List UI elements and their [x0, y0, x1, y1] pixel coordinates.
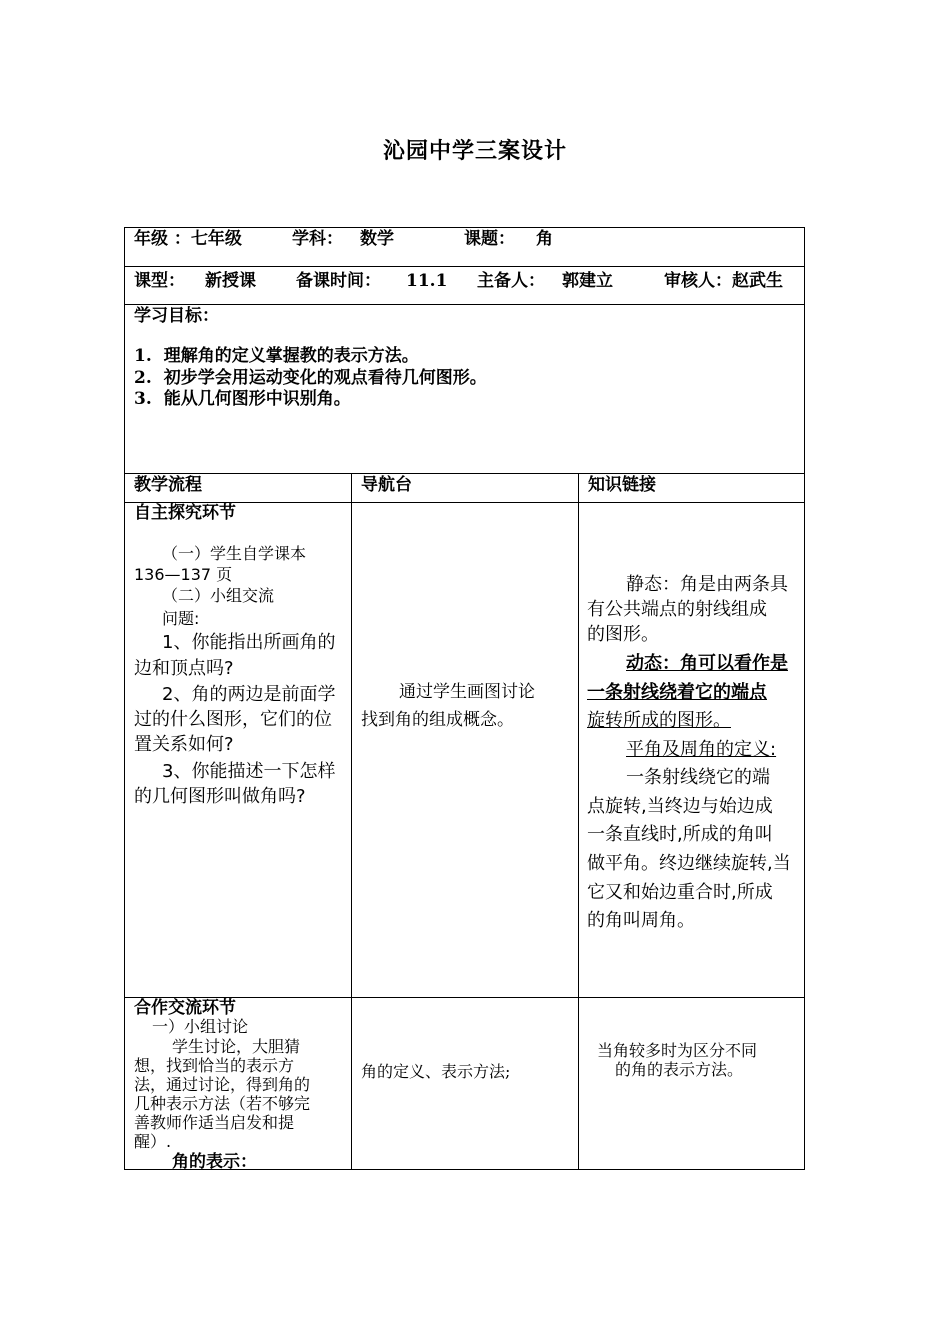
grade-label: 年级 ：七年级: [134, 229, 242, 249]
goal-item: 3. 能从几何图形中识别角。: [134, 389, 351, 409]
section1-self-study: （一）学生自学课本: [162, 544, 307, 563]
column-header-flow: 教学流程: [134, 475, 202, 495]
time-label: 备课时间：: [296, 271, 381, 291]
section1-nav-b: 找到角的组成概念。: [361, 710, 514, 730]
section1-nav-a: 通过学生画图讨论: [399, 682, 535, 702]
knowledge-def-d: 做平角。终边继续旋转,当: [587, 853, 791, 874]
type-value: 新授课: [205, 271, 256, 291]
reviewer-label: 审核人：赵武生: [664, 271, 783, 291]
knowledge-static-c: 的图形。: [587, 624, 659, 645]
topic-value: 角: [536, 229, 553, 249]
knowledge-def-e: 它又和始边重合时,所成: [587, 882, 773, 903]
section1-q2c: 置关系如何?: [134, 734, 234, 755]
goals-label: 学习目标：: [134, 306, 219, 326]
subject-label: 学科：: [292, 229, 343, 249]
section2-line: 几种表示方法（若不够完: [134, 1094, 311, 1113]
section1-q2a: 2、角的两边是前面学: [162, 684, 336, 705]
row-divider-1: [124, 266, 805, 267]
section1-q1b: 边和顶点吗?: [134, 658, 234, 679]
section1-q2b: 过的什么图形，它们的位: [134, 709, 332, 730]
knowledge-def-title: 平角及周角的定义:: [626, 739, 777, 760]
section2-heading: 合作交流环节: [134, 998, 236, 1018]
section2-line: 想，找到恰当的表示方: [134, 1056, 295, 1075]
section1-q3a: 3、你能描述一下怎样: [162, 761, 336, 782]
knowledge-def-f: 的角叫周角。: [587, 910, 695, 931]
section2-knowledge-a: 当角较多时为区分不同: [597, 1041, 758, 1060]
column-header-knowledge: 知识链接: [588, 475, 656, 495]
column-divider-2: [578, 473, 579, 1170]
knowledge-dynamic-a: 动态：角可以看作是: [626, 653, 788, 674]
section2-line: 善教师作适当启发和提: [134, 1113, 295, 1132]
knowledge-def-a: 一条射线绕它的端: [626, 767, 770, 788]
section2-line: 醒）.: [134, 1132, 172, 1151]
page-title: 沁园中学三案设计: [382, 139, 567, 164]
section2-nav: 角的定义、表示方法;: [361, 1062, 511, 1081]
knowledge-static-a: 静态：角是由两条具: [626, 574, 788, 595]
table-border-left: [124, 227, 125, 1170]
topic-label: 课题：: [464, 229, 515, 249]
goal-item: 2. 初步学会用运动变化的观点看待几何图形。: [134, 368, 487, 388]
section1-pages: 136—137 页: [134, 565, 233, 584]
type-label: 课型：: [134, 271, 185, 291]
knowledge-static-b: 有公共端点的射线组成: [587, 599, 767, 620]
section1-q3b: 的几何图形叫做角吗?: [134, 786, 306, 807]
knowledge-def-c: 一条直线时,所成的角叫: [587, 824, 773, 845]
column-divider-1: [351, 473, 352, 1170]
table-border-top: [124, 227, 805, 228]
knowledge-dynamic-b: 一条射线绕着它的端点: [587, 682, 767, 703]
section2-line: 一）小组讨论: [152, 1017, 249, 1036]
section2-line: 法，通过讨论，得到角的: [134, 1075, 311, 1094]
knowledge-def-b: 点旋转,当终边与始边成: [587, 796, 773, 817]
knowledge-dynamic-c: 旋转所成的图形。: [587, 710, 731, 731]
row-divider-3: [124, 473, 805, 474]
section1-question-label: 问题:: [162, 609, 200, 628]
preparer-value: 郭建立: [562, 271, 613, 291]
table-border-right: [804, 227, 805, 1170]
preparer-label: 主备人：: [477, 271, 545, 291]
section2-line: 学生讨论，大胆猜: [172, 1037, 301, 1056]
row-divider-2: [124, 304, 805, 305]
section1-heading: 自主探究环节: [134, 503, 236, 523]
section1-group: （二）小组交流: [162, 586, 275, 605]
goal-item: 1. 理解角的定义掌握教的表示方法。: [134, 346, 419, 366]
column-header-nav: 导航台: [361, 475, 412, 495]
section2-angle-notation: 角的表示：: [172, 1152, 257, 1172]
time-value: 11.1: [406, 271, 448, 291]
section1-q1a: 1、你能指出所画角的: [162, 632, 336, 653]
subject-value: 数学: [360, 229, 394, 249]
section2-knowledge-b: 的角的表示方法。: [615, 1060, 744, 1079]
